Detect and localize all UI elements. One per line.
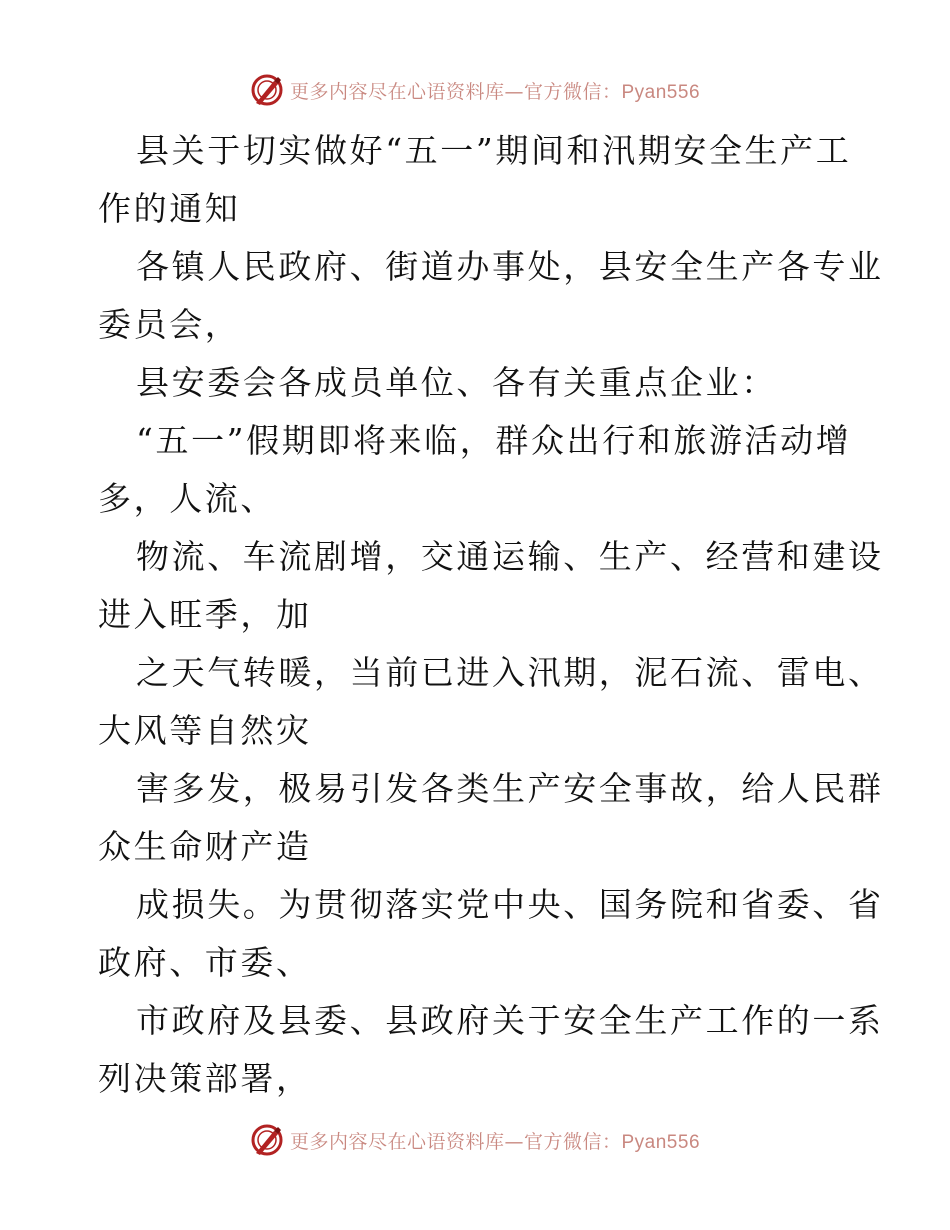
paragraph-line: 进入旺季，加 <box>98 595 312 634</box>
seal-pen-icon <box>250 1123 284 1157</box>
paragraph-line: 大风等自然灾 <box>98 711 312 750</box>
watermark-header <box>0 70 950 110</box>
paragraph-line: 害多发，极易引发各类生产安全事故，给人民群 <box>136 769 884 808</box>
paragraph-line: 成损失。为贯彻落实党中央、国务院和省委、省 <box>136 885 884 924</box>
document-title-line-1: 县关于切实做好“五一”期间和汛期安全生产工 <box>136 131 852 170</box>
paragraph-line: 众生命财产造 <box>98 827 312 866</box>
paragraph-line: 列决策部署， <box>98 1059 312 1098</box>
document-title-line-2: 作的通知 <box>98 189 241 228</box>
watermark-footer <box>0 1120 950 1160</box>
watermark-wechat-id: Pyan556 <box>621 81 701 103</box>
paragraph-line: 物流、车流剧增，交通运输、生产、经营和建设 <box>136 537 884 576</box>
addressee-line-2: 委员会， <box>98 305 241 344</box>
document-body <box>98 122 884 1108</box>
addressee-line-1: 各镇人民政府、街道办事处，县安全生产各专业 <box>136 247 884 286</box>
seal-pen-icon <box>250 73 284 107</box>
addressee-line-3: 县安委会各成员单位、各有关重点企业： <box>136 363 777 402</box>
paragraph-line: 之天气转暖，当前已进入汛期，泥石流、雷电、 <box>136 653 884 692</box>
watermark-text <box>290 77 700 104</box>
paragraph-line: 市政府及县委、县政府关于安全生产工作的一系 <box>136 1001 884 1040</box>
paragraph-line: 政府、市委、 <box>98 943 312 982</box>
watermark-site-text: 更多内容尽在心语资料库—官方微信： <box>289 80 622 103</box>
watermark-wechat-id: Pyan556 <box>621 1131 701 1153</box>
paragraph-line: “五一”假期即将来临，群众出行和旅游活动增 <box>136 421 852 460</box>
watermark-text <box>290 1127 700 1154</box>
watermark-site-text: 更多内容尽在心语资料库—官方微信： <box>289 1130 622 1153</box>
paragraph-line: 多，人流、 <box>98 479 276 518</box>
